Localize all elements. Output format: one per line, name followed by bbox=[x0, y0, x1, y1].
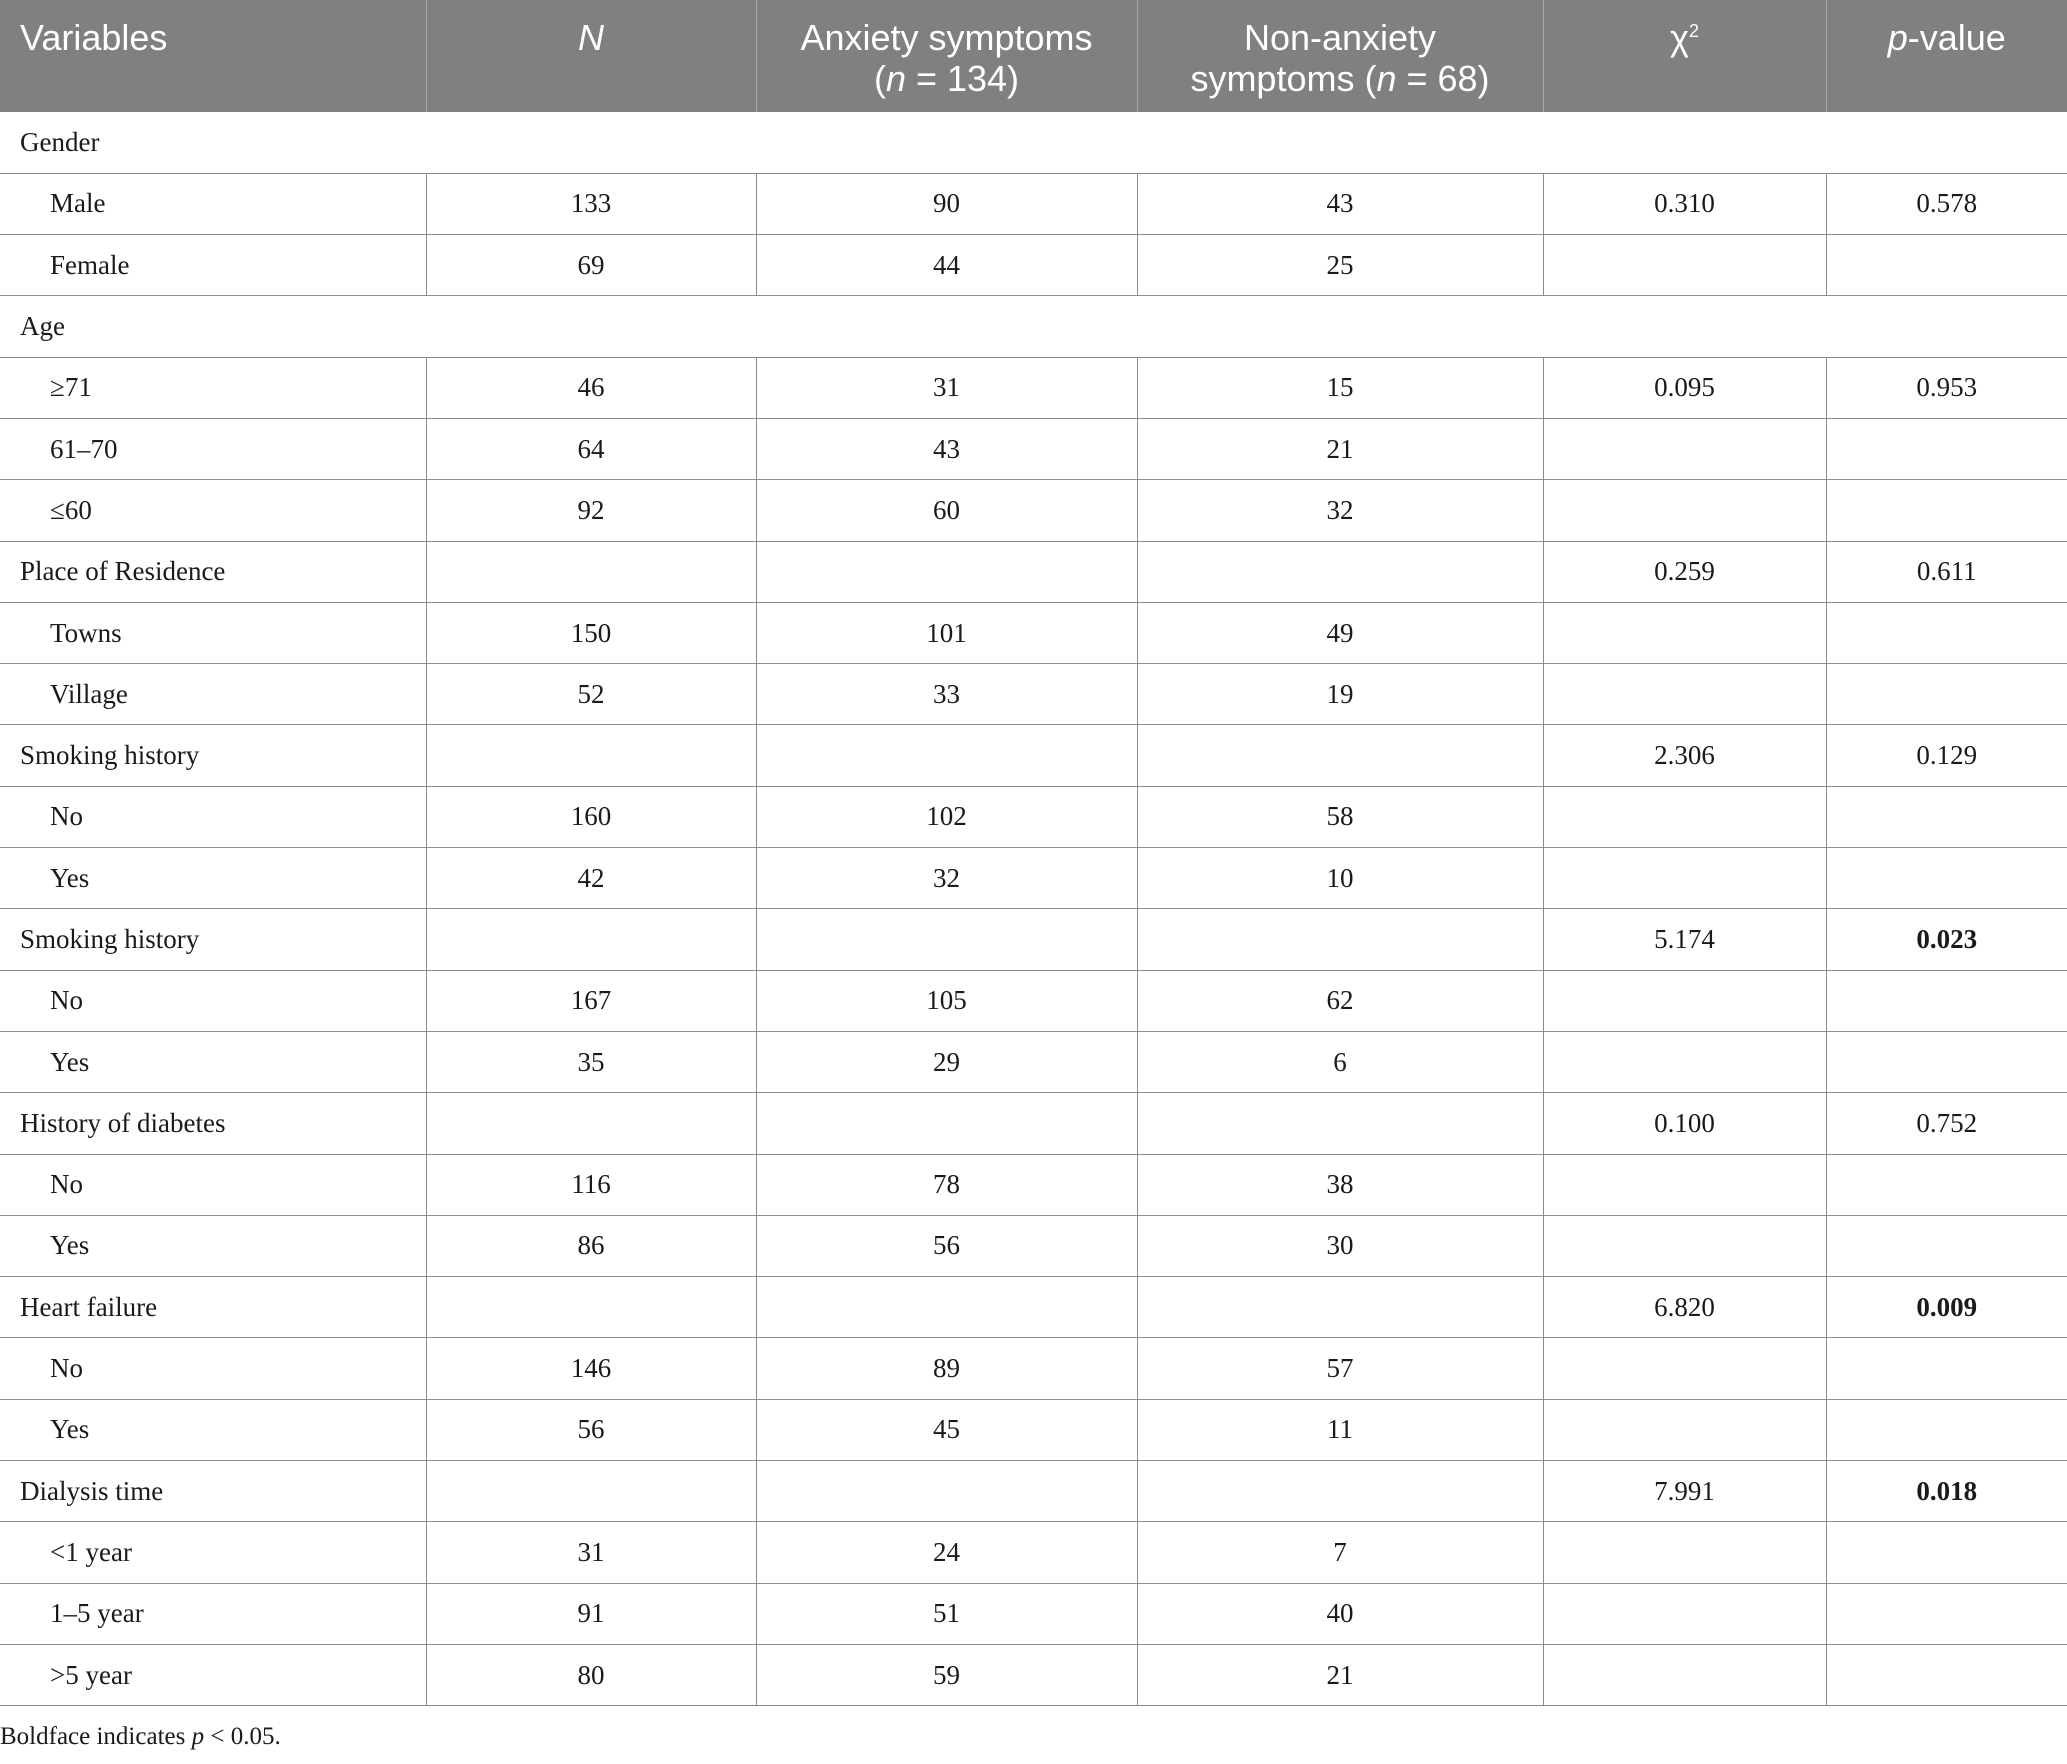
header-anxiety: Anxiety symptoms (n = 134) bbox=[756, 0, 1137, 112]
table-row bbox=[0, 1522, 2067, 1583]
table-row bbox=[0, 725, 2067, 786]
variable-cell: No bbox=[0, 786, 426, 847]
p-value-cell bbox=[1826, 480, 2067, 541]
n-cell bbox=[426, 909, 756, 970]
variable-cell: ≤60 bbox=[0, 480, 426, 541]
anxiety-cell: 59 bbox=[756, 1644, 1137, 1705]
anxiety-cell: 43 bbox=[756, 418, 1137, 479]
non-anxiety-cell: 40 bbox=[1137, 1583, 1543, 1644]
non-anxiety-cell: 57 bbox=[1137, 1338, 1543, 1399]
anxiety-cell: 51 bbox=[756, 1583, 1137, 1644]
chi-square-cell: 0.259 bbox=[1543, 541, 1826, 602]
p-value-cell: 0.953 bbox=[1826, 357, 2067, 418]
chi-square-cell: 0.095 bbox=[1543, 357, 1826, 418]
chi-square-cell bbox=[1543, 1583, 1826, 1644]
category-label: Age bbox=[0, 296, 2067, 357]
variable-cell: No bbox=[0, 970, 426, 1031]
p-value-cell bbox=[1826, 418, 2067, 479]
table-footnote: Boldface indicates p < 0.05. bbox=[0, 1723, 281, 1750]
variable-cell: Smoking history bbox=[0, 725, 426, 786]
n-cell: 116 bbox=[426, 1154, 756, 1215]
variable-cell: History of diabetes bbox=[0, 1093, 426, 1154]
table-row bbox=[0, 1031, 2067, 1092]
table-row bbox=[0, 1399, 2067, 1460]
p-value-cell bbox=[1826, 1154, 2067, 1215]
variable-cell: Yes bbox=[0, 848, 426, 909]
n-cell: 133 bbox=[426, 173, 756, 234]
non-anxiety-cell: 21 bbox=[1137, 1644, 1543, 1705]
non-anxiety-cell bbox=[1137, 909, 1543, 970]
header-p-value: p-value bbox=[1826, 0, 2067, 112]
p-value-cell bbox=[1826, 1215, 2067, 1276]
variable-cell: 61–70 bbox=[0, 418, 426, 479]
chi-square-cell: 6.820 bbox=[1543, 1277, 1826, 1338]
variable-cell: Towns bbox=[0, 602, 426, 663]
non-anxiety-cell: 49 bbox=[1137, 602, 1543, 663]
non-anxiety-cell: 10 bbox=[1137, 848, 1543, 909]
variable-cell: Place of Residence bbox=[0, 541, 426, 602]
n-cell: 31 bbox=[426, 1522, 756, 1583]
anxiety-cell: 24 bbox=[756, 1522, 1137, 1583]
variable-cell: 1–5 year bbox=[0, 1583, 426, 1644]
anxiety-cell: 33 bbox=[756, 664, 1137, 725]
p-value-cell: 0.023 bbox=[1826, 909, 2067, 970]
chi-square-cell bbox=[1543, 418, 1826, 479]
table-row bbox=[0, 112, 2067, 173]
n-cell: 150 bbox=[426, 602, 756, 663]
table-row bbox=[0, 541, 2067, 602]
p-value-cell bbox=[1826, 664, 2067, 725]
chi-square-cell: 5.174 bbox=[1543, 909, 1826, 970]
variable-cell: ≥71 bbox=[0, 357, 426, 418]
n-cell: 52 bbox=[426, 664, 756, 725]
variable-cell: Male bbox=[0, 173, 426, 234]
variable-cell: >5 year bbox=[0, 1644, 426, 1705]
chi-square-cell bbox=[1543, 1338, 1826, 1399]
table-row bbox=[0, 418, 2067, 479]
chi-square-cell bbox=[1543, 1154, 1826, 1215]
n-cell bbox=[426, 725, 756, 786]
category-label: Gender bbox=[0, 112, 2067, 173]
table-row bbox=[0, 1338, 2067, 1399]
variable-cell: Yes bbox=[0, 1215, 426, 1276]
variable-cell: Smoking history bbox=[0, 909, 426, 970]
table-row bbox=[0, 1154, 2067, 1215]
table-row bbox=[0, 296, 2067, 357]
chi-square-cell: 2.306 bbox=[1543, 725, 1826, 786]
chi-square-cell: 0.310 bbox=[1543, 173, 1826, 234]
non-anxiety-cell bbox=[1137, 725, 1543, 786]
table-row bbox=[0, 235, 2067, 296]
p-value-cell bbox=[1826, 1031, 2067, 1092]
anxiety-cell bbox=[756, 1093, 1137, 1154]
table-body bbox=[0, 112, 2067, 1706]
non-anxiety-cell: 19 bbox=[1137, 664, 1543, 725]
p-value-cell: 0.009 bbox=[1826, 1277, 2067, 1338]
chi-square-cell: 0.100 bbox=[1543, 1093, 1826, 1154]
chi-square-cell bbox=[1543, 1399, 1826, 1460]
n-cell bbox=[426, 1093, 756, 1154]
variable-cell: No bbox=[0, 1154, 426, 1215]
chi-square-cell bbox=[1543, 664, 1826, 725]
header-row bbox=[0, 0, 2067, 112]
chi-square-cell bbox=[1543, 235, 1826, 296]
header-non-anxiety: Non-anxiety symptoms (n = 68) bbox=[1137, 0, 1543, 112]
table-row bbox=[0, 909, 2067, 970]
p-value-cell bbox=[1826, 602, 2067, 663]
table-header bbox=[0, 0, 2067, 112]
variable-cell: No bbox=[0, 1338, 426, 1399]
variable-cell: Yes bbox=[0, 1399, 426, 1460]
table-row bbox=[0, 1215, 2067, 1276]
p-value-cell bbox=[1826, 1644, 2067, 1705]
n-cell bbox=[426, 1461, 756, 1522]
chi-square-cell bbox=[1543, 1522, 1826, 1583]
header-chi-square: $\chi^2$ bbox=[1543, 0, 1826, 112]
n-cell bbox=[426, 1277, 756, 1338]
anxiety-cell bbox=[756, 909, 1137, 970]
table-row bbox=[0, 602, 2067, 663]
non-anxiety-cell: 7 bbox=[1137, 1522, 1543, 1583]
table-row bbox=[0, 848, 2067, 909]
header-n: N bbox=[426, 0, 756, 112]
n-cell: 146 bbox=[426, 1338, 756, 1399]
anxiety-cell: 89 bbox=[756, 1338, 1137, 1399]
variable-cell: Dialysis time bbox=[0, 1461, 426, 1522]
anxiety-cell: 56 bbox=[756, 1215, 1137, 1276]
n-cell: 42 bbox=[426, 848, 756, 909]
variable-cell: Yes bbox=[0, 1031, 426, 1092]
non-anxiety-cell bbox=[1137, 1461, 1543, 1522]
p-value-cell: 0.129 bbox=[1826, 725, 2067, 786]
non-anxiety-cell: 43 bbox=[1137, 173, 1543, 234]
p-value-cell bbox=[1826, 1338, 2067, 1399]
anxiety-cell: 32 bbox=[756, 848, 1137, 909]
table-row bbox=[0, 1277, 2067, 1338]
p-value-cell bbox=[1826, 1522, 2067, 1583]
n-cell: 64 bbox=[426, 418, 756, 479]
chi-square-cell bbox=[1543, 970, 1826, 1031]
p-value-cell: 0.578 bbox=[1826, 173, 2067, 234]
anxiety-cell: 90 bbox=[756, 173, 1137, 234]
non-anxiety-cell: 25 bbox=[1137, 235, 1543, 296]
chi-square-cell bbox=[1543, 480, 1826, 541]
table-row bbox=[0, 664, 2067, 725]
table-row bbox=[0, 1583, 2067, 1644]
chi-square-cell bbox=[1543, 1644, 1826, 1705]
n-cell: 56 bbox=[426, 1399, 756, 1460]
chi-square-cell bbox=[1543, 1031, 1826, 1092]
header-variables: Variables bbox=[0, 0, 426, 112]
anxiety-cell: 29 bbox=[756, 1031, 1137, 1092]
p-value-cell: 0.752 bbox=[1826, 1093, 2067, 1154]
n-cell: 92 bbox=[426, 480, 756, 541]
anxiety-cell: 105 bbox=[756, 970, 1137, 1031]
non-anxiety-cell bbox=[1137, 1277, 1543, 1338]
anxiety-cell: 60 bbox=[756, 480, 1137, 541]
chi-square-cell: 7.991 bbox=[1543, 1461, 1826, 1522]
table-row bbox=[0, 480, 2067, 541]
n-cell: 69 bbox=[426, 235, 756, 296]
p-value-cell bbox=[1826, 1399, 2067, 1460]
non-anxiety-cell bbox=[1137, 1093, 1543, 1154]
non-anxiety-cell: 62 bbox=[1137, 970, 1543, 1031]
non-anxiety-cell: 15 bbox=[1137, 357, 1543, 418]
variable-cell: Female bbox=[0, 235, 426, 296]
anxiety-cell: 78 bbox=[756, 1154, 1137, 1215]
non-anxiety-cell: 30 bbox=[1137, 1215, 1543, 1276]
p-value-cell: 0.611 bbox=[1826, 541, 2067, 602]
anxiety-cell bbox=[756, 725, 1137, 786]
non-anxiety-cell: 32 bbox=[1137, 480, 1543, 541]
table-row bbox=[0, 970, 2067, 1031]
table-row bbox=[0, 786, 2067, 847]
table-row bbox=[0, 1093, 2067, 1154]
n-cell: 160 bbox=[426, 786, 756, 847]
variable-cell: <1 year bbox=[0, 1522, 426, 1583]
p-value-cell bbox=[1826, 848, 2067, 909]
non-anxiety-cell: 38 bbox=[1137, 1154, 1543, 1215]
n-cell: 167 bbox=[426, 970, 756, 1031]
p-value-cell bbox=[1826, 1583, 2067, 1644]
anxiety-cell bbox=[756, 1277, 1137, 1338]
anxiety-cell: 44 bbox=[756, 235, 1137, 296]
p-value-cell: 0.018 bbox=[1826, 1461, 2067, 1522]
variable-cell: Heart failure bbox=[0, 1277, 426, 1338]
table-row bbox=[0, 173, 2067, 234]
p-value-cell bbox=[1826, 786, 2067, 847]
n-cell: 35 bbox=[426, 1031, 756, 1092]
n-cell bbox=[426, 541, 756, 602]
table-row bbox=[0, 1644, 2067, 1705]
non-anxiety-cell bbox=[1137, 541, 1543, 602]
anxiety-cell bbox=[756, 541, 1137, 602]
anxiety-cell: 31 bbox=[756, 357, 1137, 418]
table-row bbox=[0, 357, 2067, 418]
non-anxiety-cell: 21 bbox=[1137, 418, 1543, 479]
table-row bbox=[0, 1461, 2067, 1522]
n-cell: 46 bbox=[426, 357, 756, 418]
anxiety-cell: 102 bbox=[756, 786, 1137, 847]
non-anxiety-cell: 58 bbox=[1137, 786, 1543, 847]
chi-square-cell bbox=[1543, 848, 1826, 909]
n-cell: 86 bbox=[426, 1215, 756, 1276]
p-value-cell bbox=[1826, 970, 2067, 1031]
anxiety-cell: 101 bbox=[756, 602, 1137, 663]
chi-square-cell bbox=[1543, 786, 1826, 847]
p-value-cell bbox=[1826, 235, 2067, 296]
chi-square-cell bbox=[1543, 1215, 1826, 1276]
anxiety-cell: 45 bbox=[756, 1399, 1137, 1460]
n-cell: 91 bbox=[426, 1583, 756, 1644]
non-anxiety-cell: 11 bbox=[1137, 1399, 1543, 1460]
chi-square-cell bbox=[1543, 602, 1826, 663]
n-cell: 80 bbox=[426, 1644, 756, 1705]
variable-cell: Village bbox=[0, 664, 426, 725]
non-anxiety-cell: 6 bbox=[1137, 1031, 1543, 1092]
anxiety-cell bbox=[756, 1461, 1137, 1522]
